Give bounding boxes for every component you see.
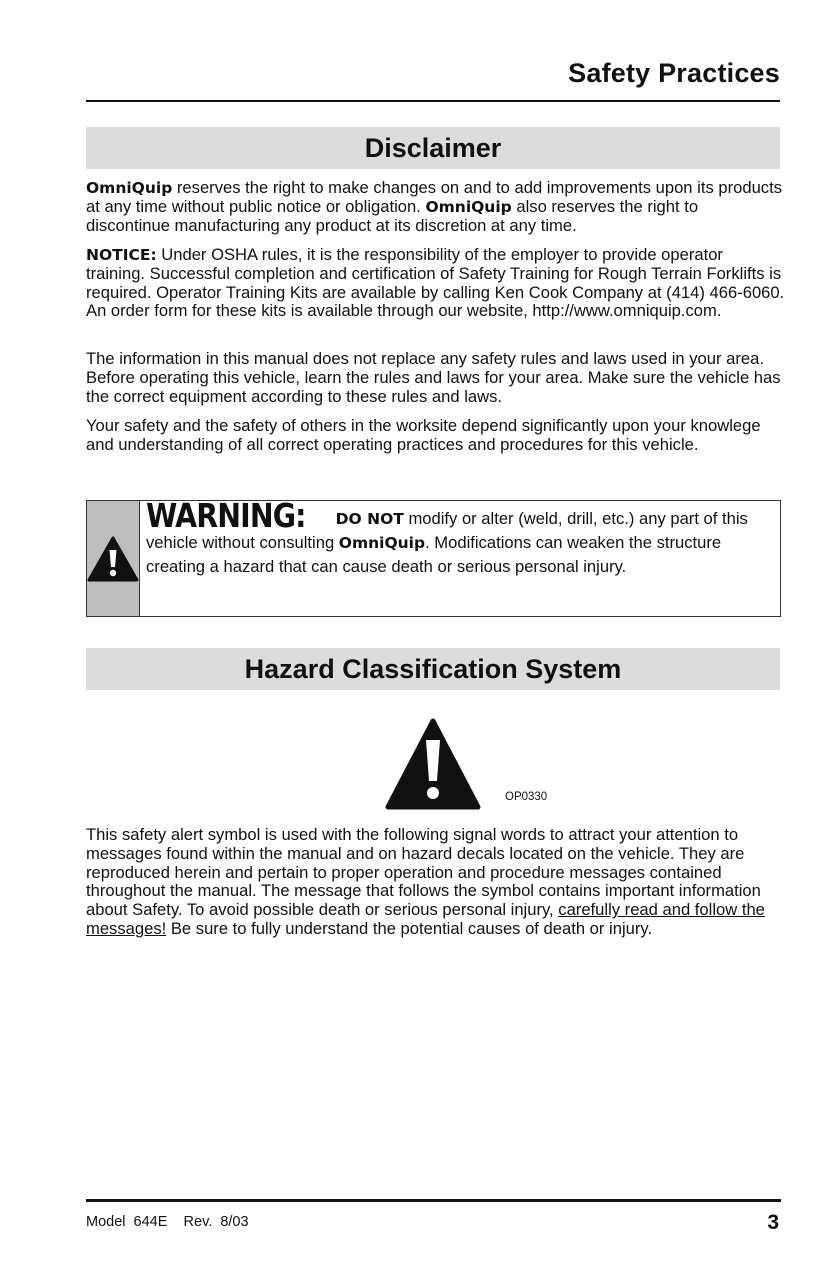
- warning-box: [86, 496, 781, 617]
- disclaimer-paragraph-4: Your safety and the safety of others in the worksite depend significantly upon your knowlege and understanding of all correct operating practices and procedures for this vehicle.: [86, 416, 761, 454]
- brand-name: OmniQuip: [425, 197, 512, 216]
- disclaimer-paragraph-3: The information in this manual does not replace any safety rules and laws used in your area. Before operating this vehicle, learn the rules and laws for your area. Make sure the vehicle has the correct equipment according to these rules and laws.: [86, 349, 781, 406]
- text: reserves the right to make changes on and to add improvements upon its products at any time without public notice or obligation.: [86, 178, 782, 216]
- hazard-paragraph: [86, 826, 786, 939]
- underlined-text: carefully read and follow the messages!: [86, 900, 765, 938]
- brand-name: OmniQuip: [86, 179, 173, 197]
- page-number: 3: [767, 1211, 779, 1234]
- text: . Modifications can weaken the structure creating a hazard that can cause death or serious personal injury.: [146, 533, 722, 577]
- disclaimer-heading-band: [86, 127, 780, 169]
- page-header: [86, 56, 780, 102]
- notice-paragraph: [86, 246, 786, 321]
- warning-triangle-icon: [87, 536, 139, 582]
- notice-label: NOTICE:: [86, 246, 157, 264]
- warning-icon-panel: [87, 501, 140, 616]
- warning-text: [140, 496, 780, 616]
- safety-alert-triangle-icon: [385, 718, 481, 810]
- symbol-code: OP0330: [505, 791, 548, 803]
- page-footer: [86, 1199, 781, 1234]
- brand-name: OmniQuip: [338, 534, 426, 553]
- hazard-heading: Hazard Classification System: [244, 653, 622, 684]
- warning-word: WARNING:: [146, 496, 306, 535]
- do-not-label: DO NOT: [335, 510, 404, 528]
- text: modify or alter (weld, drill, etc.) any part of this vehicle without consulting: [146, 509, 748, 553]
- disclaimer-heading: Disclaimer: [364, 132, 502, 163]
- text: This safety alert symbol is used with the following signal words to attract your attention to messages found within the manual and on hazard decals located on the vehicle. They are reproduced herein and pertain to proper operation and procedure messages contained throughout the manual. The message that follows the symbol contains important information about Safety. To avoid possible death or serious personal injury,: [86, 825, 761, 920]
- text: also reserves the right to discontinue manufacturing any product at its discretion at any time.: [86, 196, 699, 235]
- text: Under OSHA rules, it is the responsibility of the employer to provide operator training. Successful completion and certification of Safety Training for Rough Terrain Forklifts is required. Operator Training Kits are available by calling Ken Cook Company at (414) 466-6060. An order form for these kits is available through our website, http://www.omniquip.com.: [86, 245, 785, 321]
- text: Be sure to fully understand the potential causes of death or injury.: [166, 918, 653, 938]
- disclaimer-paragraph-1: [86, 179, 786, 235]
- page-title: Safety Practices: [568, 58, 780, 88]
- model-revision: Model 644E Rev. 8/03: [86, 1214, 249, 1230]
- hazard-heading-band: [86, 648, 780, 690]
